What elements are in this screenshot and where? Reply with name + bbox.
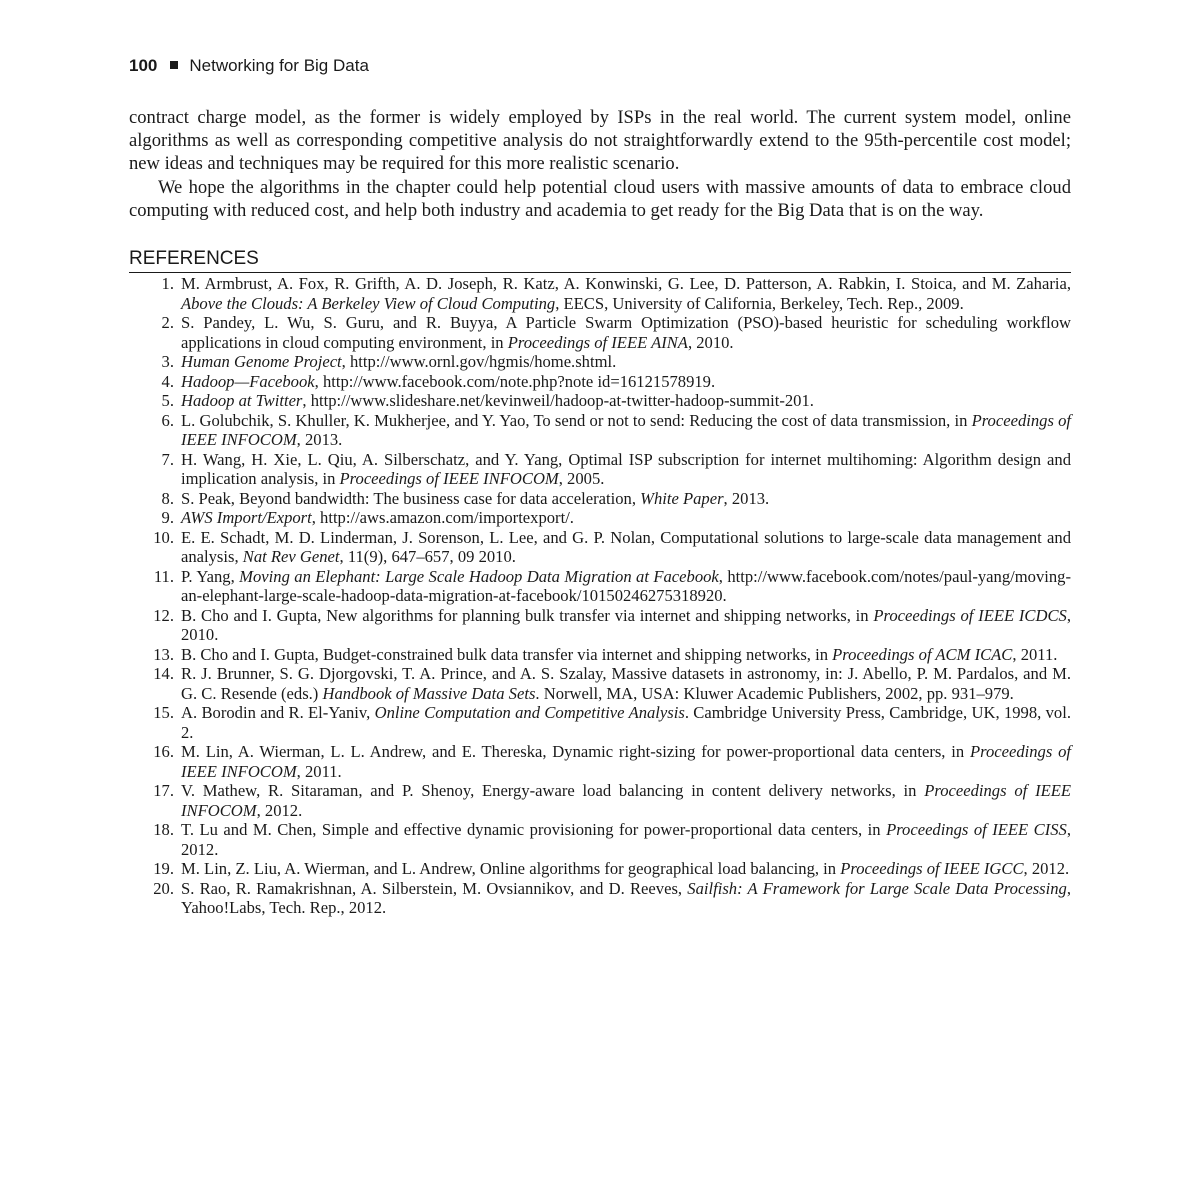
reference-title: White Paper xyxy=(640,488,724,508)
reference-number: 4. xyxy=(161,371,174,391)
reference-title: Sailfish: A Framework for Large Scale Data Processing xyxy=(687,878,1067,898)
reference-item xyxy=(129,742,1071,781)
reference-text: S. Peak, Beyond bandwidth: The business case for data acceleration, xyxy=(181,488,641,508)
reference-item xyxy=(129,820,1071,859)
reference-text: , 2010. xyxy=(687,332,734,352)
reference-title: Proceedings of IEEE ICDCS xyxy=(873,605,1067,625)
reference-item xyxy=(129,879,1071,918)
reference-title: Proceedings of IEEE IGCC xyxy=(840,859,1024,879)
reference-item xyxy=(129,274,1071,313)
reference-text: , EECS, University of California, Berkeley, Tech. Rep., 2009. xyxy=(555,293,964,313)
reference-title: Proceedings of IEEE INFOCOM xyxy=(181,742,1072,781)
reference-text: , http://aws.amazon.com/importexport/. xyxy=(311,508,574,528)
reference-item xyxy=(129,489,1071,509)
reference-title: Proceedings of IEEE INFOCOM xyxy=(339,469,559,489)
reference-text: S. Pandey, L. Wu, S. Guru, and R. Buyya, A Particle Swarm Optimization (PSO)-based heuristic for scheduling workflow applications in cloud computing environment, in xyxy=(181,313,1071,352)
reference-text: S. Rao, R. Ramakrishnan, A. Silberstein, M. Ovsiannikov, and D. Reeves, xyxy=(181,878,688,898)
reference-item xyxy=(129,528,1071,567)
reference-number: 7. xyxy=(161,449,174,469)
reference-number: 9. xyxy=(161,508,174,528)
reference-item xyxy=(129,703,1071,742)
reference-text: M. Lin, A. Wierman, L. L. Andrew, and E. Thereska, Dynamic right-sizing for power-proportional data centers, in xyxy=(181,742,970,762)
reference-text: , 2011. xyxy=(296,761,342,781)
reference-number: 13. xyxy=(153,644,174,664)
reference-text: , http://www.ornl.gov/hgmis/home.shtml. xyxy=(341,352,617,372)
reference-title: Moving an Elephant: Large Scale Hadoop Data Migration at Facebook xyxy=(239,566,719,586)
reference-item xyxy=(129,664,1071,703)
references-list xyxy=(129,274,1071,918)
reference-text: . Cambridge University Press, Cambridge, UK, 1998, vol. 2. xyxy=(181,703,1071,742)
reference-text: M. Armbrust, A. Fox, R. Grifth, A. D. Joseph, R. Katz, A. Konwinski, G. Lee, D. Patterson, A. Rabkin, I. Stoica, and M. Zaharia, xyxy=(181,274,1071,294)
reference-item xyxy=(129,450,1071,489)
book-page xyxy=(129,52,1071,918)
reference-number: 1. xyxy=(161,274,174,294)
reference-title: Proceedings of ACM ICAC xyxy=(832,644,1013,664)
reference-text: H. Wang, H. Xie, L. Qiu, A. Silberschatz, and Y. Yang, Optimal ISP subscription for internet multihoming: Algorithm design and implication analysis, in xyxy=(181,449,1071,489)
running-header xyxy=(129,52,1071,80)
reference-number: 15. xyxy=(153,703,174,723)
reference-number: 19. xyxy=(153,859,174,879)
reference-text: , http://www.slideshare.net/kevinweil/hadoop-at-twitter-hadoop-summit-201. xyxy=(302,391,814,411)
reference-item xyxy=(129,781,1071,820)
reference-number: 20. xyxy=(153,878,174,898)
reference-title: Above the Clouds: A Berkeley View of Cloud Computing xyxy=(181,293,556,313)
reference-text: V. Mathew, R. Sitaraman, and P. Shenoy, Energy-aware load balancing in content delivery networks, in xyxy=(181,781,925,801)
reference-text: , 11(9), 647–657, 09 2010. xyxy=(339,547,516,567)
reference-item xyxy=(129,859,1071,879)
reference-text: R. J. Brunner, S. G. Djorgovski, T. A. Prince, and A. S. Szalay, Massive datasets in astronomy, in: J. Abello, P. M. Pardalos, and M. G. C. Resende (eds.) xyxy=(181,664,1071,703)
reference-title: Proceedings of IEEE INFOCOM xyxy=(181,410,1072,450)
paragraph: contract charge model, as the former is widely employed by ISPs in the real world. The current system model, online algorithms as well as corresponding competitive analysis do not straightforwardly extend to the 95th-percentile cost model; new ideas and techniques may be required for this more realistic scenario. xyxy=(129,107,1071,175)
reference-item xyxy=(129,372,1071,392)
reference-text: L. Golubchik, S. Khuller, K. Mukherjee, and Y. Yao, To send or not to send: Reducing the cost of data transmission, in xyxy=(181,410,972,430)
reference-text: , 2010. xyxy=(181,605,1071,645)
reference-number: 17. xyxy=(153,781,174,801)
references-heading: REFERENCES xyxy=(129,247,1071,273)
reference-title: Proceedings of IEEE INFOCOM xyxy=(181,781,1072,820)
reference-text: , 2005. xyxy=(558,469,605,489)
reference-item xyxy=(129,508,1071,528)
reference-title: Handbook of Massive Data Sets xyxy=(322,683,536,703)
reference-item xyxy=(129,391,1071,411)
reference-item xyxy=(129,313,1071,352)
reference-title: Nat Rev Genet xyxy=(242,547,340,567)
reference-number: 12. xyxy=(153,605,174,625)
reference-item xyxy=(129,411,1071,450)
reference-number: 5. xyxy=(161,391,174,411)
reference-number: 6. xyxy=(161,410,174,430)
reference-text: , 2013. xyxy=(723,488,770,508)
reference-number: 14. xyxy=(153,664,174,684)
reference-number: 8. xyxy=(161,488,174,508)
paragraph: We hope the algorithms in the chapter could help potential cloud users with massive amounts of data to embrace cloud computing with reduced cost, and help both industry and academia to get ready for the Big Data that is on the way. xyxy=(129,176,1071,221)
reference-number: 3. xyxy=(161,352,174,372)
reference-text: M. Lin, Z. Liu, A. Wierman, and L. Andrew, Online algorithms for geographical load balancing, in xyxy=(181,859,841,879)
reference-number: 10. xyxy=(153,527,174,547)
reference-text: , 2012. xyxy=(181,820,1071,859)
reference-text: A. Borodin and R. El-Yaniv, xyxy=(181,703,375,723)
book-title: Networking for Big Data xyxy=(189,56,369,75)
square-bullet-icon xyxy=(170,61,178,69)
reference-title: Online Computation and Competitive Analysis xyxy=(374,703,685,723)
reference-text: B. Cho and I. Gupta, New algorithms for planning bulk transfer via internet and shipping networks, in xyxy=(181,605,874,625)
reference-text: , http://www.facebook.com/notes/paul-yang/moving-an-elephant-large-scale-hadoop-data-migration-at-facebook/10150246275318920. xyxy=(181,566,1071,606)
reference-text: , 2011. xyxy=(1012,644,1058,664)
reference-number: 2. xyxy=(161,313,174,333)
reference-text: , http://www.facebook.com/note.php?note id=16121578919. xyxy=(314,371,716,391)
reference-text: T. Lu and M. Chen, Simple and effective dynamic provisioning for power-proportional data centers, in xyxy=(181,820,887,840)
reference-text: , 2012. xyxy=(1023,859,1070,879)
reference-item xyxy=(129,567,1071,606)
reference-title: AWS Import/Export xyxy=(181,508,312,528)
reference-text: B. Cho and I. Gupta, Budget-constrained bulk data transfer via internet and shipping networks, in xyxy=(181,644,833,664)
reference-title: Proceedings of IEEE AINA xyxy=(507,332,688,352)
reference-title: Hadoop at Twitter xyxy=(181,391,303,411)
reference-number: 18. xyxy=(153,820,174,840)
reference-text: E. E. Schadt, M. D. Linderman, J. Sorenson, L. Lee, and G. P. Nolan, Computational solutions to large-scale data management and analysis, xyxy=(181,527,1071,567)
reference-item xyxy=(129,645,1071,665)
reference-item xyxy=(129,352,1071,372)
reference-number: 16. xyxy=(153,742,174,762)
page-number: 100 xyxy=(129,56,158,75)
reference-title: Hadoop—Facebook xyxy=(181,371,315,391)
reference-text: P. Yang, xyxy=(181,566,240,586)
reference-title: Proceedings of IEEE CISS xyxy=(886,820,1067,840)
reference-number: 11. xyxy=(153,566,174,586)
reference-text: , 2012. xyxy=(256,800,303,820)
reference-title: Human Genome Project xyxy=(181,352,342,372)
reference-text: . Norwell, MA, USA: Kluwer Academic Publishers, 2002, pp. 931–979. xyxy=(535,683,1014,703)
body-text xyxy=(129,106,1071,222)
reference-item xyxy=(129,606,1071,645)
reference-text: , 2013. xyxy=(296,430,343,450)
reference-text: , Yahoo!Labs, Tech. Rep., 2012. xyxy=(181,878,1071,918)
